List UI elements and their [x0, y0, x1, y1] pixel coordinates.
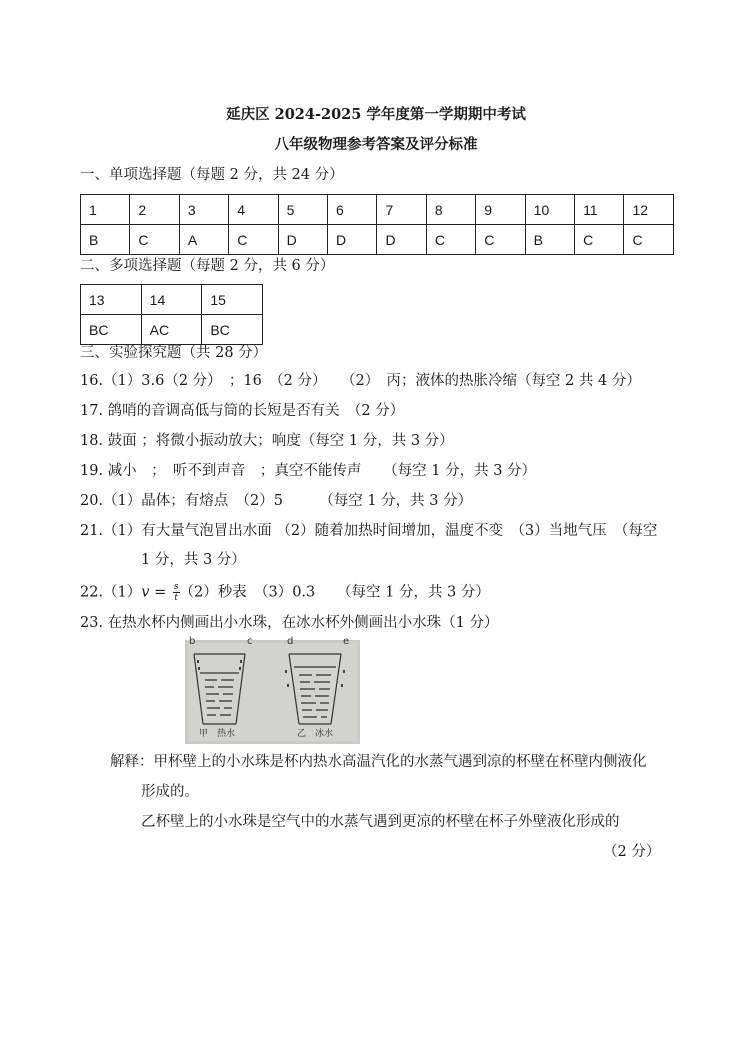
- explanation-line-1: 解释：甲杯壁上的小水珠是杯内热水高温汽化的水蒸气遇到凉的杯壁在杯壁内侧液化: [110, 754, 647, 770]
- answer-cell: D: [328, 225, 377, 255]
- formula-denominator: t: [174, 593, 178, 603]
- answer-cell: C: [624, 225, 674, 255]
- single-choice-table: [80, 194, 674, 255]
- hot-water-label: 甲 热水: [199, 729, 236, 739]
- formula-numerator: s: [173, 582, 179, 592]
- section-3-heading: 三、实验探究题（共 28 分）: [80, 345, 268, 361]
- question-number: 10: [525, 195, 574, 225]
- left-cup-letter-b: b: [189, 636, 196, 647]
- answer-cell: C: [476, 225, 525, 255]
- equals-sign: =: [149, 584, 171, 601]
- answer-cell: BC: [202, 315, 263, 345]
- answer-17: 17. 鸽哨的音调高低与筒的长短是否有关 （2 分）: [80, 403, 405, 419]
- question-number: 14: [141, 285, 202, 315]
- section-1-heading: 一、单项选择题（每题 2 分，共 24 分）: [80, 167, 344, 183]
- multi-choice-table: [80, 284, 263, 345]
- page-title: 延庆区 2024-2025 学年度第一学期期中考试: [226, 106, 526, 123]
- answer-19: 19. 减小 ； 听不到声音 ；真空不能传声 （每空 1 分，共 3 分）: [80, 463, 537, 479]
- question-number: 12: [624, 195, 674, 225]
- table-row: [81, 285, 263, 315]
- ice-water-label: 乙 冰水: [297, 729, 334, 739]
- answer-cell: D: [278, 225, 327, 255]
- page-subtitle: 八年级物理参考答案及评分标准: [274, 136, 478, 153]
- speed-formula-fraction: [173, 582, 180, 603]
- cups-figure: [185, 636, 360, 744]
- question-number: 6: [328, 195, 377, 225]
- answer-23: 23. 在热水杯内侧画出小水珠，在冰水杯外侧画出小水珠（1 分）: [80, 615, 499, 631]
- velocity-symbol: v: [141, 584, 150, 601]
- answer-16: 16.（1）3.6（2 分） ；16 （2 分） （2） 丙；液体的热胀冷缩（每空 2 共 4 分）: [80, 373, 641, 389]
- question-number: 5: [278, 195, 327, 225]
- answer-22: [80, 582, 490, 603]
- answer-cell: B: [81, 225, 130, 255]
- question-number: 15: [202, 285, 263, 315]
- question-number: 13: [81, 285, 142, 315]
- question-number: 4: [229, 195, 278, 225]
- answer-22-prefix: 22.（1）: [80, 584, 142, 601]
- answer-21-line-2: 1 分，共 3 分）: [141, 552, 246, 568]
- explanation-line-2: 形成的。: [141, 784, 199, 800]
- section-2-heading: 二、多项选择题（每题 2 分，共 6 分）: [80, 258, 335, 274]
- answer-21-line-1: 21.（1）有大量气泡冒出水面 （2）随着加热时间增加，温度不变 （3）当地气压 （每空: [80, 523, 658, 539]
- question-number: 2: [130, 195, 179, 225]
- question-number: 1: [81, 195, 130, 225]
- table-row: [81, 225, 674, 255]
- answer-cell: A: [179, 225, 228, 255]
- answer-cell: C: [130, 225, 179, 255]
- question-number: 9: [476, 195, 525, 225]
- question-number: 3: [179, 195, 228, 225]
- answer-cell: BC: [81, 315, 142, 345]
- right-cup-letter-d: d: [287, 636, 294, 647]
- table-row: [81, 195, 674, 225]
- answer-18: 18. 鼓面 ；将微小振动放大；响度（每空 1 分，共 3 分）: [80, 433, 454, 449]
- question-number: 8: [426, 195, 475, 225]
- answer-22-suffix: （2）秒表 （3）0.3 （每空 1 分，共 3 分）: [179, 584, 490, 601]
- answer-cell: B: [525, 225, 574, 255]
- right-cup-letter-e: e: [343, 636, 350, 647]
- answer-cell: C: [426, 225, 475, 255]
- question-number: 7: [377, 195, 426, 225]
- answer-cell: C: [575, 225, 624, 255]
- table-row: [81, 315, 263, 345]
- answer-20: 20.（1）晶体；有熔点 （2）5 （每空 1 分，共 3 分）: [80, 493, 473, 509]
- answer-cell: AC: [141, 315, 202, 345]
- answer-cell: D: [377, 225, 426, 255]
- explanation-score: （2 分）: [603, 844, 661, 860]
- left-cup-letter-c: c: [247, 636, 253, 647]
- answer-cell: C: [229, 225, 278, 255]
- question-number: 11: [575, 195, 624, 225]
- explanation-line-3: 乙杯壁上的小水珠是空气中的水蒸气遇到更凉的杯壁在杯子外壁液化形成的: [141, 814, 620, 830]
